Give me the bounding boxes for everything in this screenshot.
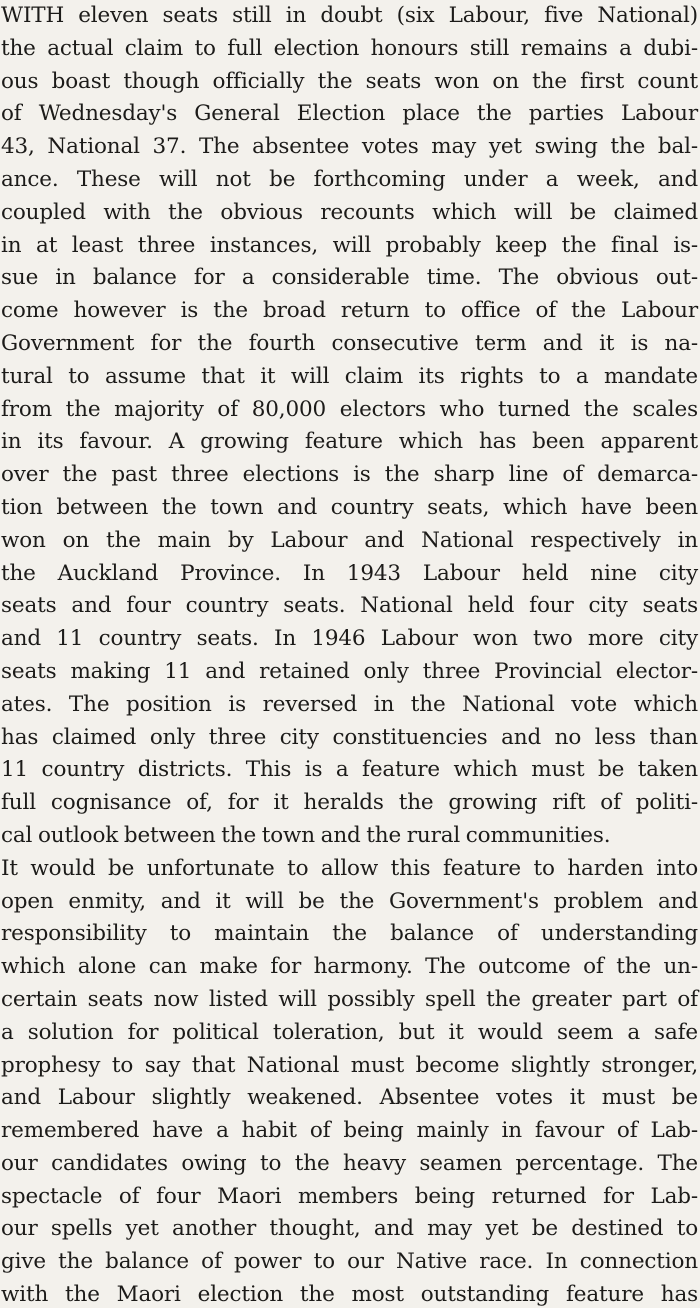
text-line: ous boast though officially the seats won on the first count bbox=[1, 68, 698, 94]
text-line: in its favour. A growing feature which has been apparent bbox=[1, 429, 698, 455]
text-line: 43, National 37. The absentee votes may yet swing the bal- bbox=[1, 134, 698, 160]
text-line: sue in balance for a considerable time. The obvious out- bbox=[1, 265, 698, 291]
text-line: has claimed only three city constituencies and no less than bbox=[1, 724, 698, 750]
text-line: prophesy to say that National must become slightly stronger, bbox=[1, 1052, 698, 1078]
text-line: the actual claim to full election honours still remains a dubi- bbox=[1, 35, 698, 61]
text-line: from the majority of 80,000 electors who turned the scales bbox=[1, 396, 698, 422]
text-line: certain seats now listed will possibly spell the greater part of bbox=[1, 986, 698, 1012]
text-line: spectacle of four Maori members being returned for Lab- bbox=[1, 1183, 698, 1209]
text-line: seats and four country seats. National held four city seats bbox=[1, 593, 698, 619]
text-line: our candidates owing to the heavy seamen percentage. The bbox=[1, 1150, 698, 1176]
text-line: tion between the town and country seats, which have been bbox=[1, 494, 698, 520]
text-line: seats making 11 and retained only three Provincial elector- bbox=[1, 658, 698, 684]
text-line: coupled with the obvious recounts which will be claimed bbox=[1, 199, 698, 225]
text-line: open enmity, and it will be the Government's problem and bbox=[1, 888, 698, 914]
text-line: WITH eleven seats still in doubt (six Labour, five National) bbox=[1, 3, 698, 28]
text-line: a solution for political toleration, but it would seem a safe bbox=[1, 1019, 698, 1045]
text-line: 11 country districts. This is a feature which must be taken bbox=[1, 757, 698, 783]
text-line: won on the main by Labour and National respectively in bbox=[1, 527, 698, 553]
text-line: ates. The position is reversed in the National vote which bbox=[1, 691, 698, 717]
text-line: tural to assume that it will claim its rights to a mandate bbox=[1, 363, 698, 389]
text-line: Government for the fourth consecutive term and it is na- bbox=[1, 330, 698, 356]
text-line: ance. These will not be forthcoming under a week, and bbox=[1, 166, 698, 192]
text-line: our spells yet another thought, and may yet be destined to bbox=[1, 1216, 698, 1242]
text-line: in at least three instances, will probably keep the final is- bbox=[1, 232, 698, 258]
text-line: and 11 country seats. In 1946 Labour won two more city bbox=[1, 626, 698, 652]
text-line: with the Maori election the most outstanding feature has bbox=[1, 1282, 698, 1308]
text-line: the Auckland Province. In 1943 Labour held nine city bbox=[1, 560, 698, 586]
text-line: full cognisance of, for it heralds the growing rift of politi- bbox=[1, 790, 698, 816]
text-line: responsibility to maintain the balance of understanding bbox=[1, 921, 698, 947]
text-line: cal outlook between the town and the rural communities. bbox=[1, 822, 611, 848]
text-line: which alone can make for harmony. The outcome of the un- bbox=[1, 954, 698, 980]
text-line: and Labour slightly weakened. Absentee votes it must be bbox=[1, 1085, 698, 1111]
text-line: It would be unfortunate to allow this feature to harden into bbox=[1, 855, 698, 881]
text-line: over the past three elections is the sharp line of demarca- bbox=[1, 462, 698, 488]
text-line: of Wednesday's General Election place the parties Labour bbox=[1, 101, 698, 127]
text-line: remembered have a habit of being mainly in favour of Lab- bbox=[1, 1118, 698, 1144]
text-line: give the balance of power to our Native race. In connection bbox=[1, 1249, 698, 1275]
text-line: come however is the broad return to office of the Labour bbox=[1, 298, 698, 324]
